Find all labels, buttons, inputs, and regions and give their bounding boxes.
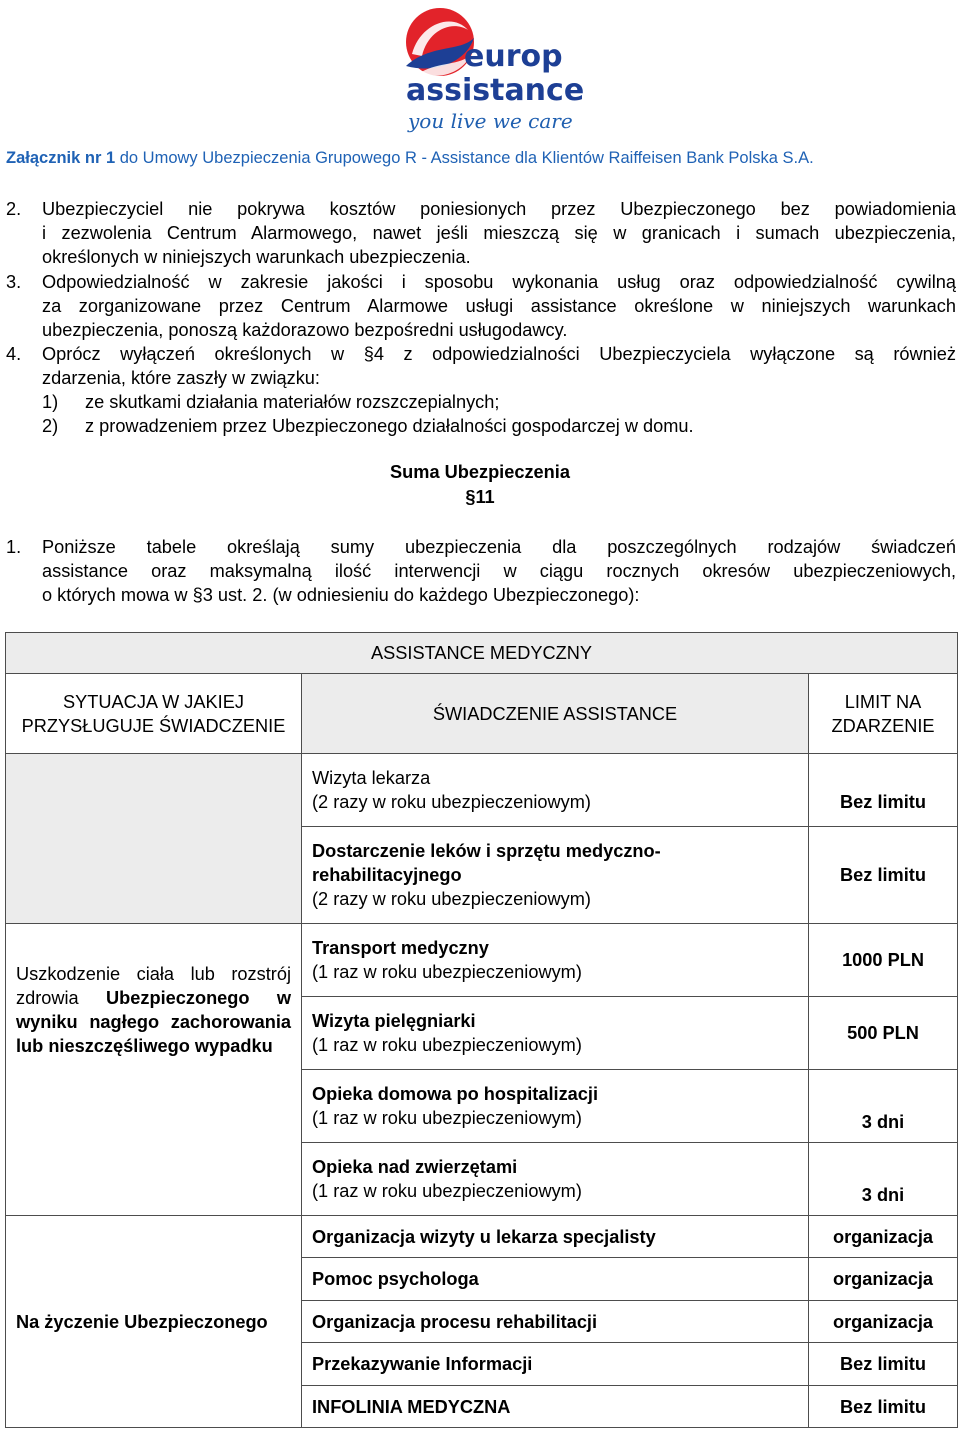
clause-line: zdarzenia, które zaszły w związku: [42,368,320,388]
limit-cell: organizacja [809,1258,958,1301]
logo-graphic [400,4,585,138]
clause-line: ubezpieczenia, ponoszą każdorazowo bezpośredni usługodawcy. [42,320,568,340]
situation-cell: Na życzenie Ubezpieczonego [6,1216,302,1428]
service-note: (1 raz w roku ubezpieczeniowym) [312,962,582,982]
limit-cell: organizacja [809,1301,958,1343]
service-note: (2 razy w roku ubezpieczeniowym) [312,889,591,909]
situation-cell [6,924,302,1216]
table-row [6,924,958,997]
intro-paragraph [6,535,956,607]
appendix-heading [6,149,956,168]
service-name: Organizacja wizyty u lekarza specjalisty [302,1216,809,1258]
service-note: (1 raz w roku ubezpieczeniowym) [312,1181,582,1201]
service-note: (1 raz w roku ubezpieczeniowym) [312,1035,582,1055]
service-cell [302,827,809,924]
service-name: Dostarczenie leków i sprzętu medyczno-rehabilitacyjnego [312,841,661,885]
sub-item-number: 2) [42,416,59,436]
clause-3 [6,270,956,342]
clause-line: Oprócz wyłączeń określonych w §4 z odpowiedzialności Ubezpieczyciela wyłączone są również [42,344,956,364]
sub-item-text: ze skutkami działania materiałów rozszczepialnych; [85,392,500,412]
clause-2 [6,197,956,269]
limit-cell: Bez limitu [809,1386,958,1428]
intro-line: assistance oraz maksymalną ilość interwencji w ciągu rocznych okresów ubezpieczeniowych, [42,561,956,581]
limit-cell: 3 dni [809,1143,958,1216]
clause-line: i zezwolenia Centrum Alarmowego, nawet jeśli mieszczą się w granicach i sumach ubezpieczenia, [42,223,956,243]
section-title: Suma Ubezpieczenia [390,462,570,482]
table-title: ASSISTANCE MEDYCZNY [6,633,958,674]
service-cell [302,924,809,997]
limit-cell: 3 dni [809,1070,958,1143]
limit-cell: Bez limitu [809,1343,958,1386]
intro-line: Poniższe tabele określają sumy ubezpieczenia dla poszczególnych rodzajów świadczeń [42,537,956,557]
clause-number: 2. [6,199,22,219]
service-name: Transport medyczny [312,938,489,958]
section-number: §11 [465,487,495,507]
limit-cell: 1000 PLN [809,924,958,997]
clause-number: 3. [6,272,22,292]
service-name: Przekazywanie Informacji [302,1343,809,1386]
clause-line: Ubezpieczyciel nie pokrywa kosztów poniesionych przez Ubezpieczonego bez powiadomienia [42,199,956,219]
table-row [6,754,958,827]
limit-cell: Bez limitu [809,827,958,924]
service-name: Pomoc psychologa [302,1258,809,1301]
limit-cell: organizacja [809,1216,958,1258]
logo-tagline: you live we care [408,109,573,133]
clause-line: za zorganizowane przez Centrum Alarmowe usługi assistance określone w niniejszych warunkach [42,296,956,316]
europ-assistance-logo [400,4,585,138]
service-cell [302,1143,809,1216]
situation-bold: Ubezpieczonego w wyniku nagłego zachorowania lub nieszczęśliwego wypadku [16,987,291,1056]
limit-cell: Bez limitu [809,754,958,827]
service-name: INFOLINIA MEDYCZNA [302,1386,809,1428]
clause-line: określonych w niniejszych warunkach ubezpieczenia. [42,247,471,267]
service-cell [302,997,809,1070]
service-note: (1 raz w roku ubezpieczeniowym) [312,1108,582,1128]
service-name: Opieka domowa po hospitalizacji [312,1084,599,1104]
service-name: Opieka nad zwierzętami [312,1157,518,1177]
assistance-table [5,632,958,1428]
service-name: Organizacja procesu rehabilitacji [302,1301,809,1343]
appendix-text: do Umowy Ubezpieczenia Grupowego R - Assistance dla Klientów Raiffeisen Bank Polska S.A. [119,149,814,167]
sub-item-number: 1) [42,392,59,412]
header-service: ŚWIADCZENIE ASSISTANCE [302,674,809,754]
clause-line: Odpowiedzialność w zakresie jakości i sposobu wykonania usług oraz odpowiedzialność cywilną [42,272,956,292]
service-name: Wizyta pielęgniarki [312,1011,476,1031]
situation-empty [6,754,302,924]
situation-plain: Uszkodzenie ciała lub rozstrój zdrowia [16,963,291,1008]
table-row [6,1216,958,1258]
header-situation: SYTUACJA W JAKIEJ PRZYSŁUGUJE ŚWIADCZENIE [6,674,302,754]
intro-line: o których mowa w §3 ust. 2. (w odniesieniu do każdego Ubezpieczonego): [42,585,640,605]
logo-brand-line2: assistance [406,73,585,108]
service-cell [302,1070,809,1143]
header-limit: LIMIT NA ZDARZENIE [809,674,958,754]
intro-number: 1. [6,537,22,557]
service-name: Wizyta lekarza [312,768,431,788]
service-note: (2 razy w roku ubezpieczeniowym) [312,792,591,812]
sub-item-text: z prowadzeniem przez Ubezpieczonego działalności gospodarczej w domu. [85,416,694,436]
clause-4 [6,342,956,390]
service-cell [302,754,809,827]
clause-number: 4. [6,344,22,364]
limit-cell: 500 PLN [809,997,958,1070]
logo-brand-line1: europ [464,39,563,74]
appendix-label: Załącznik nr 1 [6,149,116,167]
